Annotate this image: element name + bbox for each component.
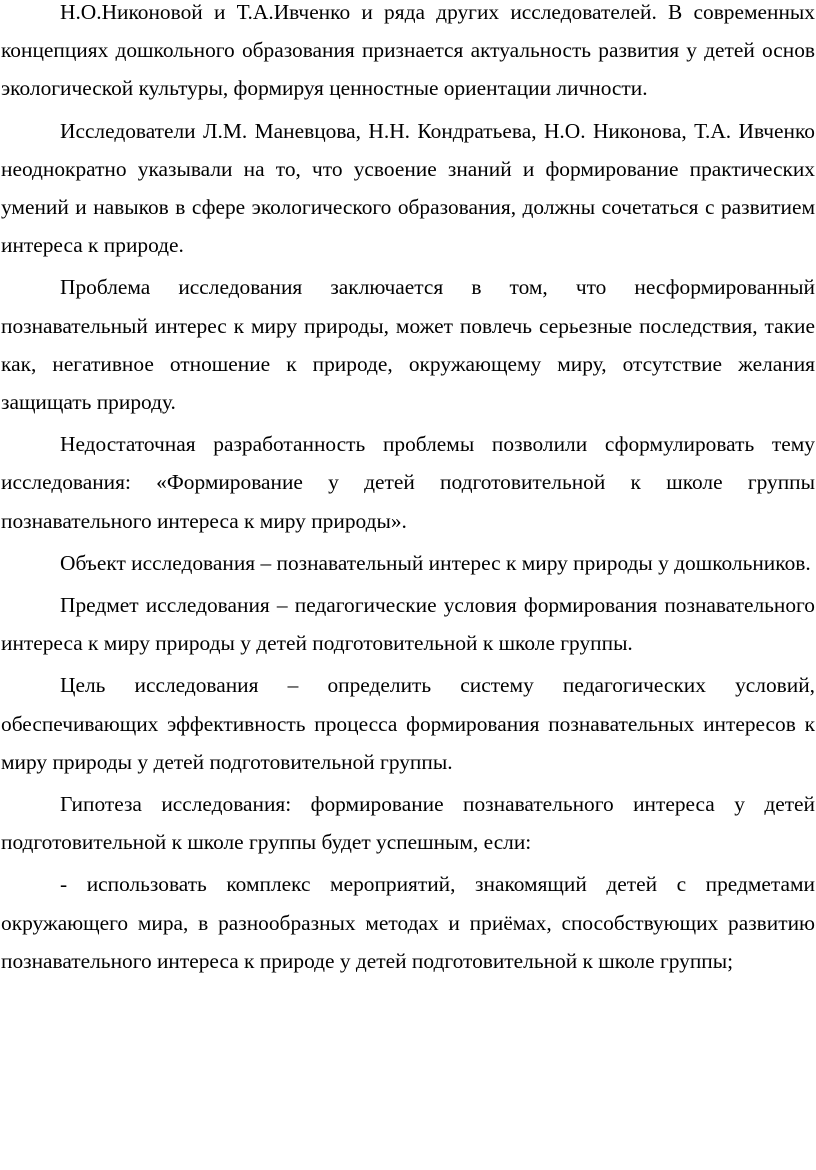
paragraph-research-goal: Цель исследования – определить систему педагогических условий, обеспечивающих эффективность процесса формирования познавательных интересов к миру природы у детей подготовительной группы. (1, 673, 815, 774)
paragraph-researchers-intro: Н.О.Никоновой и Т.А.Ивченко и ряда других исследователей. В современных концепциях дошкольного образования признается актуальность развития у детей основ экологической культуры, формируя ценностные ориентации личности. (1, 0, 815, 101)
paragraph-research-topic: Недостаточная разработанность проблемы позволили сформулировать тему исследования: «Формирование у детей подготовительной к школе группы познавательного интереса к миру природы». (1, 432, 815, 533)
paragraph-research-hypothesis: Гипотеза исследования: формирование познавательного интереса у детей подготовительной к школе группы будет успешным, если: (1, 792, 815, 855)
paragraph-research-subject: Предмет исследования – педагогические условия формирования познавательного интереса к миру природы у детей подготовительной к школе группы. (1, 593, 815, 656)
paragraph-hypothesis-condition: - использовать комплекс мероприятий, знакомящий детей с предметами окружающего мира, в разнообразных методах и приёмах, способствующих развитию познавательного интереса к природе у детей подготовительной к школе группы; (1, 872, 815, 973)
paragraph-researchers-list: Исследователи Л.М. Маневцова, Н.Н. Кондратьева, Н.О. Никонова, Т.А. Ивченко неоднократно указывали на то, что усвоение знаний и формирование практических умений и навыков в сфере экологического образования, должны сочетаться с развитием интереса к природе. (1, 118, 815, 258)
paragraph-research-problem: Проблема исследования заключается в том, что несформированный познавательный интерес к миру природы, может повлечь серьезные последствия, такие как, негативное отношение к природе, окружающему миру, отсутствие желания защищать природу. (1, 275, 815, 415)
paragraph-research-object: Объект исследования – познавательный интерес к миру природы у дошкольников. (60, 550, 811, 575)
